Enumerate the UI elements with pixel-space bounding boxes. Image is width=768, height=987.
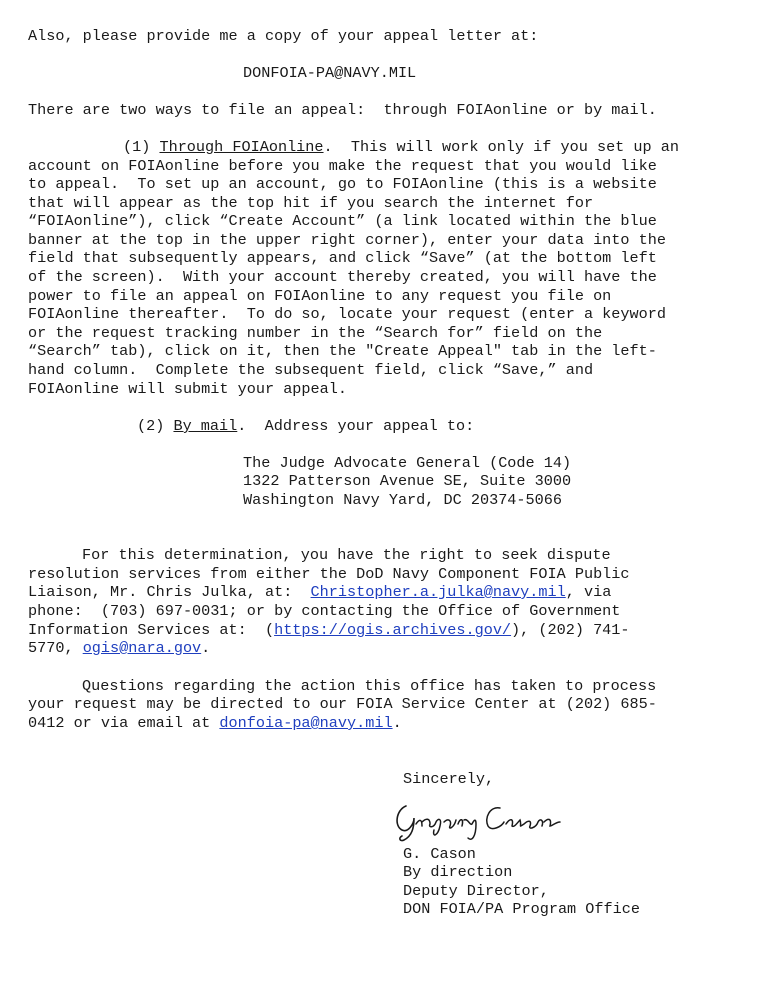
signature: [392, 796, 572, 844]
questions-text: 0412 or via email at: [28, 714, 220, 732]
dispute-line: phone: (703) 697-0031; or by contacting the Office of Government: [28, 602, 621, 620]
copy-request-text: Also, please provide me a copy of your appeal letter at:: [28, 27, 539, 45]
signer-office: DON FOIA/PA Program Office: [403, 900, 640, 918]
julka-email-link[interactable]: Christopher.a.julka@navy.mil: [310, 583, 566, 601]
sincerely-text: Sincerely,: [403, 770, 495, 788]
option1-line: or the request tracking number in the “Search for” field on the: [28, 324, 603, 342]
dispute-line: For this determination, you have the right to seek dispute: [82, 546, 611, 564]
address-line: 1322 Patterson Avenue SE, Suite 3000: [243, 472, 572, 490]
option1-line: account on FOIAonline before you make the request that you would like: [28, 157, 657, 175]
questions-text: .: [392, 714, 402, 732]
ogis-email-link[interactable]: ogis@nara.gov: [82, 639, 202, 657]
option1-number: (1): [123, 138, 160, 156]
option2-title: By mail: [173, 417, 238, 435]
dispute-line: resolution services from either the DoD Navy Component FOIA Public: [28, 565, 630, 583]
dispute-text: ), (202) 741-: [511, 621, 630, 639]
option1-line: that will appear as the top hit if you search the internet for: [28, 194, 594, 212]
option1-line: banner at the top in the upper right corner), enter your data into the: [28, 231, 666, 249]
option1-line: “Search” tab), click on it, then the "Create Appeal" tab in the left-: [28, 342, 657, 360]
option2-number: (2): [137, 417, 174, 435]
dispute-text: Liaison, Mr. Chris Julka, at:: [28, 583, 311, 601]
dispute-text: .: [201, 639, 211, 657]
questions-line: your request may be directed to our FOIA Service Center at (202) 685-: [28, 695, 657, 713]
option1-line: FOIAonline will submit your appeal.: [28, 380, 347, 398]
option1-title: Through FOIAonline: [159, 138, 324, 156]
dispute-line: [28, 583, 611, 602]
option1-line: hand column. Complete the subsequent field, click “Save,” and: [28, 361, 594, 379]
by-direction-text: By direction: [403, 863, 513, 881]
option1-line: power to file an appeal on FOIAonline to any request you file on: [28, 287, 612, 305]
option1-line: to appeal. To set up an account, go to FOIAonline (this is a website: [28, 175, 657, 193]
dispute-text: , via: [565, 583, 612, 601]
option1-first-line: [123, 138, 679, 157]
address-line: Washington Navy Yard, DC 20374-5066: [243, 491, 562, 509]
donfoia-email-upper: DONFOIA-PA@NAVY.MIL: [243, 64, 417, 82]
two-ways-text: There are two ways to file an appeal: through FOIAonline or by mail.: [28, 101, 657, 119]
option2-line: [137, 417, 474, 436]
option1-first-line-rest: . This will work only if you set up an: [323, 138, 679, 156]
dispute-text: Information Services at: (: [28, 621, 275, 639]
option2-rest: . Address your appeal to:: [237, 417, 475, 435]
dispute-line: [28, 639, 210, 658]
dispute-line: [28, 621, 630, 640]
address-line: The Judge Advocate General (Code 14): [243, 454, 572, 472]
option1-line: FOIAonline thereafter. To do so, locate your request (enter a keyword: [28, 305, 666, 323]
signer-name: G. Cason: [403, 845, 476, 863]
option1-line: of the screen). With your account thereby created, you will have the: [28, 268, 657, 286]
option1-line: “FOIAonline”), click “Create Account” (a link located within the blue: [28, 212, 657, 230]
option1-line: field that subsequently appears, and click “Save” (at the bottom left: [28, 249, 657, 267]
questions-line: [28, 714, 402, 733]
donfoia-email-link[interactable]: donfoia-pa@navy.mil: [219, 714, 393, 732]
ogis-website-link[interactable]: https://ogis.archives.gov/: [274, 621, 512, 639]
signer-title: Deputy Director,: [403, 882, 549, 900]
questions-line: Questions regarding the action this office has taken to process: [82, 677, 657, 695]
dispute-text: 5770,: [28, 639, 83, 657]
